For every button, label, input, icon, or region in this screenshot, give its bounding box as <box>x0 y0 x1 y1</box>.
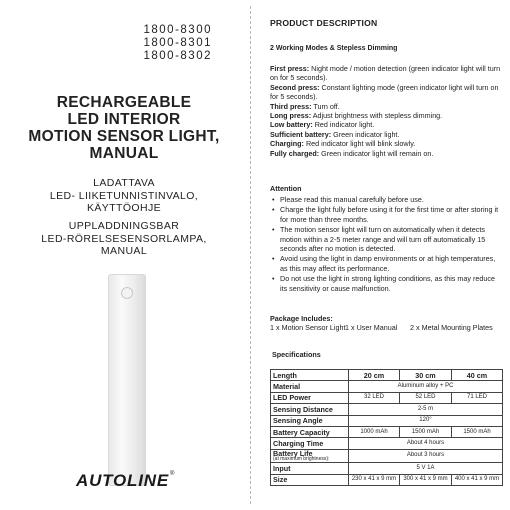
spec-value: 400 x 41 x 9 mm <box>452 474 503 485</box>
manual-title <box>10 94 238 162</box>
finnish-title-line: KÄYTTÖOHJE <box>86 202 161 214</box>
mode-label: Sufficient battery: <box>270 129 332 139</box>
spec-label: Battery Capacity <box>271 426 349 437</box>
spec-value: Aluminum alloy + PC <box>349 381 503 392</box>
motion-sensor-window <box>121 287 133 299</box>
spec-value: 230 x 41 x 9 mm <box>349 474 400 485</box>
package-item: 2 x Metal Mounting Plates <box>410 323 493 332</box>
spec-label: Sensing Angle <box>271 415 349 426</box>
spec-value: 52 LED <box>400 392 452 403</box>
mode-label: Second press: <box>270 82 320 92</box>
mode-text: Constant lighting mode (green indicator light will turn on for 5 seconds). <box>270 82 499 102</box>
mode-text: Green indicator light will remain on. <box>321 148 434 158</box>
spec-value: 32 LED <box>349 392 400 403</box>
registered-mark: ® <box>169 471 176 477</box>
title-line: LED INTERIOR <box>67 111 181 128</box>
attention-item: • Please read this manual carefully before use. <box>270 195 502 204</box>
spec-value: 1000 mAh <box>349 426 400 437</box>
spec-label: Material <box>271 381 349 392</box>
spec-value: 120° <box>349 415 503 426</box>
mode-text: Turn off. <box>313 101 340 111</box>
spec-row-charging-time <box>271 438 503 449</box>
model-number: 1800-8301 <box>143 37 212 49</box>
model-number: 1800-8302 <box>143 50 212 62</box>
spec-column-header: 20 cm <box>349 370 400 381</box>
spec-label <box>271 449 349 463</box>
brand-name: AUTOLINE <box>76 471 169 490</box>
model-number: 1800-8300 <box>143 24 212 36</box>
swedish-title-line: LED-RÖRELSESENSORLAMPA, <box>41 232 207 245</box>
cover-panel <box>0 0 248 510</box>
spec-value: 1500 mAh <box>400 426 452 437</box>
mode-label: Fully charged: <box>270 148 320 158</box>
spec-label: Length <box>271 370 349 381</box>
spec-label: Charging Time <box>271 438 349 449</box>
spec-label: Input <box>271 463 349 474</box>
mode-label: Charging: <box>270 139 304 149</box>
spec-label: Sensing Distance <box>271 404 349 415</box>
mode-item <box>270 64 502 83</box>
spec-row-size <box>271 474 503 485</box>
swedish-title-line: UPPLADDNINGSBAR <box>68 220 180 232</box>
mode-item <box>270 102 502 111</box>
working-modes-subheading: 2 Working Modes & Stepless Dimming <box>270 45 398 52</box>
finnish-title-line: LED- LIIKETUNNISTINVALO, <box>49 189 199 202</box>
spec-row-input <box>271 463 503 474</box>
spec-value: 71 LED <box>452 392 503 403</box>
spec-value: 5 V 1A <box>349 463 503 474</box>
finnish-title-line: LADATTAVA <box>93 177 155 189</box>
mode-item <box>270 130 502 139</box>
package-heading: Package Includes: <box>270 314 333 323</box>
attention-list <box>270 195 502 294</box>
mode-item <box>270 139 502 148</box>
working-modes-list <box>270 64 502 158</box>
mode-item <box>270 111 502 120</box>
mode-label: First press: <box>270 64 310 73</box>
spec-row-led-power <box>271 392 503 403</box>
attention-heading: Attention <box>270 184 302 193</box>
mode-text: Red indicator light will blink slowly. <box>305 139 416 149</box>
finnish-title <box>10 177 238 215</box>
spec-column-header: 30 cm <box>400 370 452 381</box>
light-bar-edge <box>137 277 138 483</box>
title-line: MANUAL <box>89 145 159 162</box>
spec-label-text: Battery Life <box>273 448 313 458</box>
specifications-heading: Specifications <box>272 350 321 359</box>
attention-item: • Avoid using the light in damp environments or at high temperatures, as this may affect its performance. <box>270 254 502 273</box>
spec-value: 1500 mAh <box>452 426 503 437</box>
mode-label: Long press: <box>270 111 312 121</box>
attention-item: • Do not use the light in strong lighting conditions, as this may reduce its sensitivity or cause malfunction. <box>270 274 502 293</box>
spec-row-battery-capacity <box>271 426 503 437</box>
swedish-title-line: MANUAL <box>100 245 148 257</box>
mode-item <box>270 149 502 158</box>
product-description-heading: PRODUCT DESCRIPTION <box>270 18 378 28</box>
spec-row-sensing-distance <box>271 404 503 415</box>
spec-sublabel: (at maximum brightness): <box>273 455 330 462</box>
spec-row-length <box>271 370 503 381</box>
package-item: 1 x User Manual <box>345 323 398 332</box>
manual-content <box>270 0 502 510</box>
mode-item <box>270 83 502 102</box>
title-line: MOTION SENSOR LIGHT, <box>28 128 220 145</box>
spec-row-sensing-angle <box>271 415 503 426</box>
spec-row-battery-life <box>271 449 503 463</box>
mode-text: Red indicator light. <box>314 120 375 130</box>
mode-label: Low battery: <box>270 120 313 130</box>
mode-item <box>270 120 502 129</box>
attention-item: • Charge the light fully before using it for the first time or after storing it for more than three months. <box>270 205 502 224</box>
spec-value: About 3 hours <box>349 449 503 463</box>
spec-value: 300 x 41 x 9 mm <box>400 474 452 485</box>
model-numbers <box>60 24 212 63</box>
mode-text: Night mode / motion detection (green indicator light will turn on for 5 seconds). <box>270 64 501 83</box>
fold-divider <box>250 6 251 504</box>
swedish-title <box>10 220 238 258</box>
package-item: 1 x Motion Sensor Light <box>270 323 346 332</box>
mode-label: Third press: <box>270 101 312 111</box>
product-image <box>108 274 146 486</box>
spec-label: Size <box>271 474 349 485</box>
spec-value: About 4 hours <box>349 438 503 449</box>
mode-text: Adjust brightness with stepless dimming. <box>312 111 443 121</box>
spec-label: LED Power <box>271 392 349 403</box>
attention-item: • The motion sensor light will turn on automatically when it detects motion within a 2-5 meter range and will turn off automatically 15 seconds after no motion is detected. <box>270 225 502 253</box>
title-line: RECHARGEABLE <box>56 94 192 111</box>
specifications-table <box>270 369 503 486</box>
brand-logo <box>76 471 175 491</box>
mode-text: Green indicator light. <box>333 129 400 139</box>
spec-value: 2-5 m <box>349 404 503 415</box>
spec-column-header: 40 cm <box>452 370 503 381</box>
spec-row-material <box>271 381 503 392</box>
